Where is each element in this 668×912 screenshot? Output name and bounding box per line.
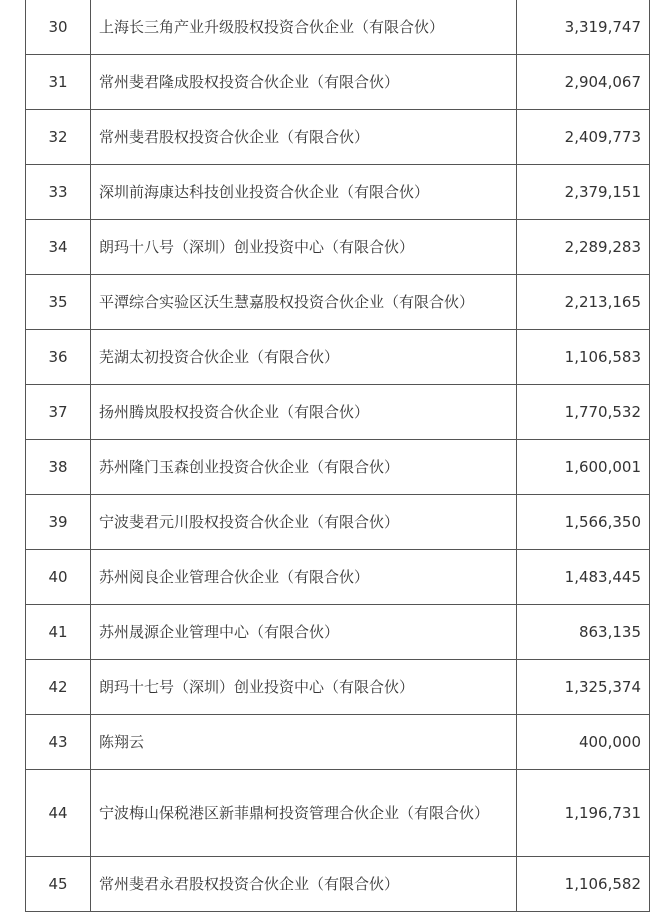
- table-row: [26, 660, 650, 715]
- shareholder-name-cell: 宁波斐君元川股权投资合伙企业（有限合伙）: [91, 495, 517, 550]
- table-row: [26, 715, 650, 770]
- shareholder-name-cell: 扬州腾岚股权投资合伙企业（有限合伙）: [91, 385, 517, 440]
- row-number-cell: 30: [26, 0, 91, 55]
- row-number-cell: 35: [26, 275, 91, 330]
- share-amount-cell: 400,000: [517, 715, 650, 770]
- shareholder-table: [25, 0, 650, 912]
- row-number-cell: 36: [26, 330, 91, 385]
- shareholder-name-cell: 朗玛十八号（深圳）创业投资中心（有限合伙）: [91, 220, 517, 275]
- share-amount-cell: 1,106,582: [517, 857, 650, 912]
- share-amount-cell: 1,106,583: [517, 330, 650, 385]
- table-row: [26, 385, 650, 440]
- shareholder-name-cell: 苏州隆门玉森创业投资合伙企业（有限合伙）: [91, 440, 517, 495]
- row-number-cell: 38: [26, 440, 91, 495]
- table-row: [26, 330, 650, 385]
- share-amount-cell: 2,409,773: [517, 110, 650, 165]
- row-number-cell: 41: [26, 605, 91, 660]
- share-amount-cell: 2,904,067: [517, 55, 650, 110]
- row-number-cell: 33: [26, 165, 91, 220]
- share-amount-cell: 1,566,350: [517, 495, 650, 550]
- table-row: [26, 495, 650, 550]
- share-amount-cell: 2,289,283: [517, 220, 650, 275]
- table-row: [26, 110, 650, 165]
- shareholder-name-cell: 苏州晟源企业管理中心（有限合伙）: [91, 605, 517, 660]
- table-row: [26, 55, 650, 110]
- row-number-cell: 37: [26, 385, 91, 440]
- shareholder-name-cell: 芜湖太初投资合伙企业（有限合伙）: [91, 330, 517, 385]
- share-amount-cell: 2,379,151: [517, 165, 650, 220]
- shareholder-name-cell: 朗玛十七号（深圳）创业投资中心（有限合伙）: [91, 660, 517, 715]
- share-amount-cell: 863,135: [517, 605, 650, 660]
- table-body: [26, 0, 650, 912]
- shareholder-name-cell: 苏州阅良企业管理合伙企业（有限合伙）: [91, 550, 517, 605]
- row-number-cell: 42: [26, 660, 91, 715]
- share-amount-cell: 1,600,001: [517, 440, 650, 495]
- share-amount-cell: 3,319,747: [517, 0, 650, 55]
- shareholder-name-cell: 平潭综合实验区沃生慧嘉股权投资合伙企业（有限合伙）: [91, 275, 517, 330]
- table-row: [26, 770, 650, 857]
- shareholder-name-cell: 上海长三角产业升级股权投资合伙企业（有限合伙）: [91, 0, 517, 55]
- row-number-cell: 43: [26, 715, 91, 770]
- share-amount-cell: 2,213,165: [517, 275, 650, 330]
- table-row: [26, 440, 650, 495]
- table-row: [26, 165, 650, 220]
- row-number-cell: 44: [26, 770, 91, 857]
- table-row: [26, 605, 650, 660]
- table-row: [26, 220, 650, 275]
- share-amount-cell: 1,770,532: [517, 385, 650, 440]
- row-number-cell: 32: [26, 110, 91, 165]
- table-row: [26, 275, 650, 330]
- share-amount-cell: 1,325,374: [517, 660, 650, 715]
- table-row: [26, 0, 650, 55]
- row-number-cell: 40: [26, 550, 91, 605]
- shareholder-name-cell: 深圳前海康达科技创业投资合伙企业（有限合伙）: [91, 165, 517, 220]
- row-number-cell: 39: [26, 495, 91, 550]
- shareholder-name-cell: 常州斐君隆成股权投资合伙企业（有限合伙）: [91, 55, 517, 110]
- table-row: [26, 857, 650, 912]
- row-number-cell: 45: [26, 857, 91, 912]
- table-row: [26, 550, 650, 605]
- share-amount-cell: 1,196,731: [517, 770, 650, 857]
- shareholder-name-cell: 常州斐君永君股权投资合伙企业（有限合伙）: [91, 857, 517, 912]
- shareholder-name-cell: 陈翔云: [91, 715, 517, 770]
- shareholder-name-cell: 宁波梅山保税港区新菲鼎柯投资管理合伙企业（有限合伙）: [91, 770, 517, 857]
- share-amount-cell: 1,483,445: [517, 550, 650, 605]
- row-number-cell: 34: [26, 220, 91, 275]
- row-number-cell: 31: [26, 55, 91, 110]
- shareholder-name-cell: 常州斐君股权投资合伙企业（有限合伙）: [91, 110, 517, 165]
